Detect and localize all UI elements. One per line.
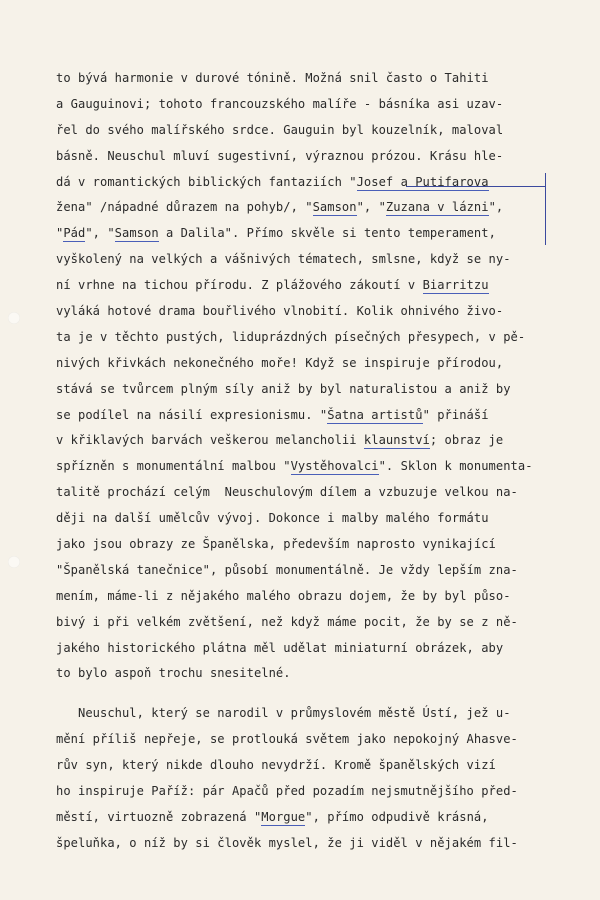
- underlined-title: Samson: [312, 200, 357, 215]
- underlined-title: Vystěhovalci: [290, 459, 379, 474]
- text-line: básně. Neuschul mluví sugestivní, výraznou prózou. Krásu hle-: [56, 148, 504, 163]
- underlined-title: Samson: [114, 226, 159, 241]
- underlined-title: Zuzana v lázni: [385, 200, 489, 215]
- text-line: špeluňka, o níž by si člověk myslel, že ji viděl v nějakém fil-: [56, 835, 518, 850]
- text-line: a Gauguinovi; tohoto francouzského malíře - básníka asi uzav-: [56, 96, 504, 111]
- text-line: žena" /nápadné důrazem na pohyb/, "Samson", "Zuzana v lázni",: [56, 200, 504, 215]
- text-line: bivý i při velkém zvětšení, než když máme pocit, že by se z ně-: [56, 614, 518, 629]
- text-line: to bylo aspoň trochu snesitelné.: [56, 666, 291, 681]
- text-line: stává se tvůrcem plným síly aniž by byl naturalistou a aniž by: [56, 381, 511, 396]
- typed-text-block: [56, 66, 566, 857]
- punch-hole-bottom: [8, 556, 20, 568]
- underlined-title: klaunství: [363, 433, 430, 448]
- text-line: Neuschul, který se narodil v průmyslovém městě Ústí, jež u-: [56, 706, 511, 721]
- text-line: talitě prochází celým Neuschulovým dílem a vzbuzuje velkou na-: [56, 485, 518, 500]
- underlined-title: Šatna artistů: [327, 407, 423, 422]
- text-line: "Španělská tanečnice", působí monumentálně. Je vždy lepším zna-: [56, 562, 518, 577]
- text-line: ději na další umělcův vývoj. Dokonce i malby malého formátu: [56, 511, 489, 526]
- punch-hole-top: [8, 312, 20, 324]
- text-line: ní vrhne na tichou přírodu. Z plážového zákoutí v Biarritzu: [56, 278, 489, 293]
- text-line: jako jsou obrazy ze Španělska, především naprosto vynikající: [56, 537, 496, 552]
- text-line: městí, virtuozně zobrazená "Morgue", přímo odpudivě krásná,: [56, 809, 489, 824]
- text-line: v křiklavých barvách veškerou melancholii klaunství; obraz je: [56, 433, 504, 448]
- underlined-title: Biarritzu: [422, 278, 489, 293]
- text-line: ta je v těchto pustých, liduprázdných písečných přesypech, v pě-: [56, 329, 526, 344]
- text-line: dá v romantických biblických fantaziích "Josef a Putifarova: [56, 174, 489, 189]
- text-line: řel do svého malířského srdce. Gauguin byl kouzelník, maloval: [56, 122, 504, 137]
- text-line: vyláká hotové drama bouřlivého vlnobití. Kolik ohnivého živo-: [56, 304, 504, 319]
- text-line: "Pád", "Samson a Dalila". Přímo skvěle si tento temperament,: [56, 226, 496, 241]
- underlined-title: Morgue: [261, 809, 306, 824]
- paragraph-gap: [56, 687, 566, 701]
- text-line: nivých křivkách nekonečného moře! Když se inspiruje přírodou,: [56, 355, 504, 370]
- text-line: vyškolený na velkých a vášnivých tématech, smlsne, když se ny-: [56, 252, 511, 267]
- text-line: mením, máme-li z nějakého malého obrazu dojem, že by byl půso-: [56, 588, 511, 603]
- text-line: spřízněn s monumentální malbou "Vystěhovalci". Sklon k monumenta-: [56, 459, 533, 474]
- text-line: rův syn, který nikde dlouho nevydrží. Kromě španělských vizí: [56, 758, 496, 773]
- text-line: to bývá harmonie v durové tónině. Možná snil často o Tahiti: [56, 71, 489, 85]
- underlined-title: Josef a Putifarova: [356, 174, 489, 189]
- text-line: mění příliš nepřeje, se protlouká světem jako nepokojný Ahasve-: [56, 732, 518, 747]
- underlined-title: Pád: [63, 226, 86, 241]
- text-line: se podílel na násilí expresionismu. "Šatna artistů" přináší: [56, 407, 489, 422]
- text-line: ho inspiruje Paříž: pár Apačů před pozadím nejsmutnějšího před-: [56, 784, 518, 799]
- text-line: jakého historického plátna měl udělat miniaturní obrázek, aby: [56, 640, 504, 655]
